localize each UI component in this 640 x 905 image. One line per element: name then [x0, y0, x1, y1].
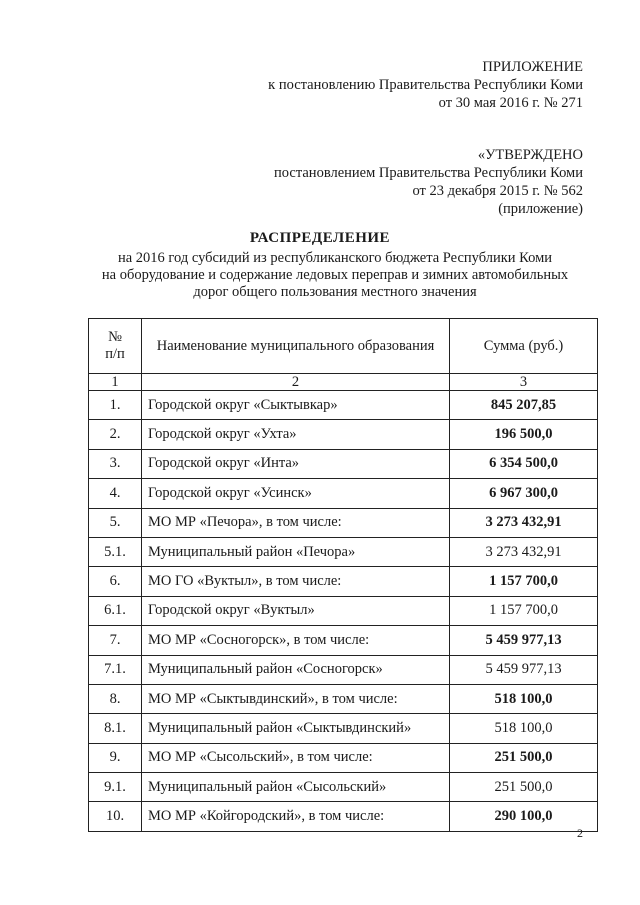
header-number-abbrev: п/п: [105, 346, 125, 362]
table-row: [89, 391, 598, 420]
table-row: [89, 567, 598, 596]
row-sum: 3 273 432,91: [450, 508, 598, 537]
row-number: 8.: [89, 684, 142, 713]
table-row: [89, 684, 598, 713]
row-municipality-name: Городской округ «Сыктывкар»: [142, 391, 450, 420]
row-number: 2.: [89, 420, 142, 449]
row-sum: 251 500,0: [450, 743, 598, 772]
row-sum: 845 207,85: [450, 391, 598, 420]
table-row: [89, 420, 598, 449]
header-number: [89, 319, 142, 374]
header-name: Наименование муниципального образования: [142, 319, 450, 374]
table-row: [89, 508, 598, 537]
column-index: 2: [142, 374, 450, 391]
row-sum: 3 273 432,91: [450, 537, 598, 566]
appendix-title: ПРИЛОЖЕНИЕ: [482, 59, 583, 75]
row-municipality-name: Городской округ «Усинск»: [142, 479, 450, 508]
row-sum: 1 157 700,0: [450, 567, 598, 596]
subtitle-line: на 2016 год субсидий из республиканского бюджета Республики Коми: [117, 250, 553, 266]
row-number: 5.1.: [89, 537, 142, 566]
row-sum: 251 500,0: [450, 773, 598, 802]
row-municipality-name: МО МР «Койгородский», в том числе:: [142, 802, 450, 831]
row-municipality-name: Городской округ «Ухта»: [142, 420, 450, 449]
table-header-row: [89, 319, 598, 374]
subtitle-line: дорог общего пользования местного значения: [193, 284, 477, 300]
row-municipality-name: Муниципальный район «Сысольский»: [142, 773, 450, 802]
header-number-sign: №: [108, 329, 122, 345]
appendix-resolution-line: к постановлению Правительства Республики Коми: [268, 77, 583, 93]
row-number: 6.: [89, 567, 142, 596]
approved-title: «УТВЕРЖДЕНО: [477, 147, 583, 163]
row-number: 6.1.: [89, 596, 142, 625]
table-row: [89, 743, 598, 772]
row-number: 8.1.: [89, 714, 142, 743]
row-municipality-name: Муниципальный район «Сосногорск»: [142, 655, 450, 684]
row-municipality-name: МО МР «Печора», в том числе:: [142, 508, 450, 537]
page-number: 2: [577, 826, 583, 840]
row-sum: 518 100,0: [450, 684, 598, 713]
subtitle-line: на оборудование и содержание ледовых переправ и зимних автомобильных: [101, 267, 569, 283]
row-municipality-name: МО МР «Сысольский», в том числе:: [142, 743, 450, 772]
row-number: 7.1.: [89, 655, 142, 684]
table-row: [89, 773, 598, 802]
row-number: 9.1.: [89, 773, 142, 802]
row-municipality-name: Городской округ «Вуктыл»: [142, 596, 450, 625]
table-row: [89, 479, 598, 508]
appendix-header: [268, 58, 583, 112]
row-number: 9.: [89, 743, 142, 772]
row-municipality-name: Городской округ «Инта»: [142, 449, 450, 478]
appendix-date-line: от 30 мая 2016 г. № 271: [438, 95, 583, 111]
row-sum: 6 354 500,0: [450, 449, 598, 478]
row-number: 7.: [89, 626, 142, 655]
table-row: [89, 596, 598, 625]
row-sum: 5 459 977,13: [450, 626, 598, 655]
row-municipality-name: Муниципальный район «Сыктывдинский»: [142, 714, 450, 743]
header-sum: Сумма (руб.): [450, 319, 598, 374]
table-row: [89, 537, 598, 566]
subsidy-table: [88, 318, 598, 832]
row-number: 10.: [89, 802, 142, 831]
table-row: [89, 802, 598, 831]
row-sum: 6 967 300,0: [450, 479, 598, 508]
approved-header: [274, 146, 583, 218]
table-row: [89, 714, 598, 743]
row-number: 1.: [89, 391, 142, 420]
row-number: 4.: [89, 479, 142, 508]
table-row: [89, 655, 598, 684]
column-index-row: [89, 374, 598, 391]
row-number: 3.: [89, 449, 142, 478]
row-sum: 196 500,0: [450, 420, 598, 449]
approved-resolution-line: постановлением Правительства Республики Коми: [274, 165, 583, 181]
row-municipality-name: Муниципальный район «Печора»: [142, 537, 450, 566]
row-municipality-name: МО МР «Сыктывдинский», в том числе:: [142, 684, 450, 713]
row-municipality-name: МО МР «Сосногорск», в том числе:: [142, 626, 450, 655]
table-row: [89, 626, 598, 655]
column-index: 3: [450, 374, 598, 391]
document-title: РАСПРЕДЕЛЕНИЕ: [249, 230, 391, 246]
table-row: [89, 449, 598, 478]
row-sum: 1 157 700,0: [450, 596, 598, 625]
column-index: 1: [89, 374, 142, 391]
document-subtitle: [60, 250, 610, 301]
approved-date-line: от 23 декабря 2015 г. № 562: [412, 183, 583, 199]
row-sum: 5 459 977,13: [450, 655, 598, 684]
row-sum: 290 100,0: [450, 802, 598, 831]
row-number: 5.: [89, 508, 142, 537]
row-sum: 518 100,0: [450, 714, 598, 743]
approved-appendix-note: (приложение): [498, 201, 583, 217]
row-municipality-name: МО ГО «Вуктыл», в том числе:: [142, 567, 450, 596]
